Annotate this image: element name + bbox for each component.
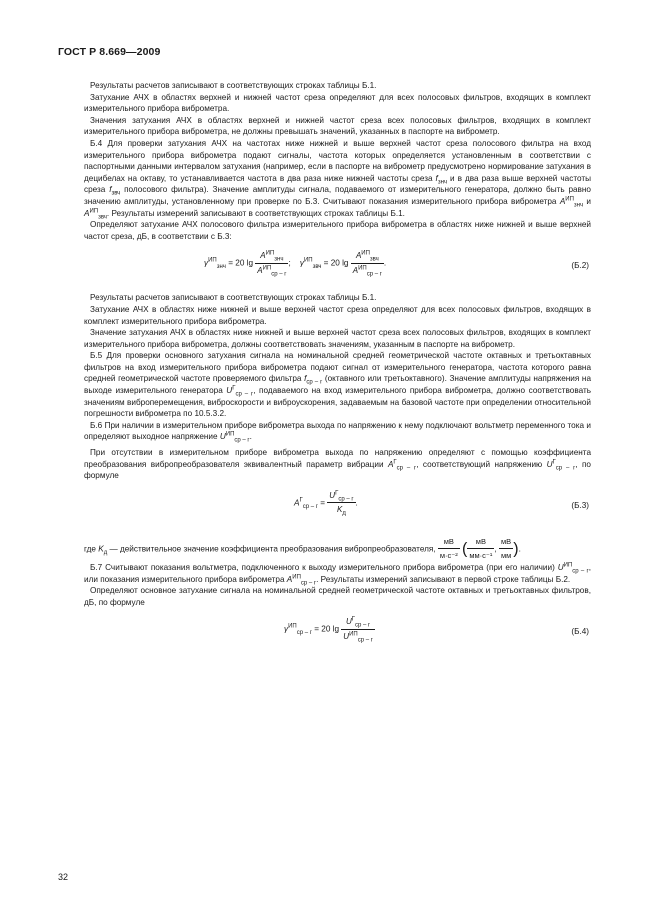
page-header: ГОСТ Р 8.669—2009 — [58, 46, 161, 58]
paragraph: Определяют основное затухание сигнала на номинальной средней геометрической частоте октавных и третьоктавных фильтров, дБ, по формуле — [84, 586, 591, 607]
equation-number: (Б.2) — [571, 261, 589, 271]
paragraph-b4: Б.4 Для проверки затухания АЧХ на частотах ниже нижней и выше верхней частот среза полосового фильтра на вход измерительного прибора виброметра подают сигналы, частота которых определяется установленным в соответствии с паспортными данными интервалом затухания (например, если в паспорте на виброметр предусмотрено нормирование затухания в децибелах на октаву, то устанавливается частота в два раза ниже нижней частоты среза $f_{знч}$ и в два раза выше верхней частоты среза $f_{звч}$ полосового фильтра). Значение амплитуды сигнала, подаваемого от измерительного генератора, должно быть равно значению амплитуды, установленному при проверке по Б.3. Считывают показания измерительного прибора виброметра $A^{ИП}_{знч}$ и $A^{ИП}_{звч}$. Результаты измерений записывают в соответствующих строках таблицы Б.1. — [84, 138, 591, 221]
paragraph: Результаты расчетов записывают в соответствующих строках таблицы Б.1. — [90, 81, 377, 90]
equation-number: (Б.3) — [571, 500, 589, 510]
formula-b3: $A^Г_{ср - г}$ = $\frac{U^Г_{ср - г}}{K_д}$ . (Б.3) — [294, 490, 589, 517]
paragraph: Затухание АЧХ в областях верхней и нижней частот среза определяют для всех полосовых фильтров, входящих в комплект измерительного прибора виброметра. — [84, 92, 591, 114]
paragraph-b7: Б.7 Считывают показания вольтметра, подключенного к выходу измерительного прибора виброметра (при его наличии) $U^{ИП}_{ср - г}$, или показания измерительного прибора виброметра $A^{ИП}_{ср - г}$. Результаты измерений записывают в первой строке таблицы Б.2. — [84, 562, 592, 587]
page-number: 32 — [58, 872, 69, 882]
formula-b4: $\gamma^{ИП}_{ср - г} = 20$ lg $\frac{U^Г_{ср - г}}{U^{ИП}_{ср - г}}$ (Б.4) — [284, 616, 589, 644]
body-text — [84, 80, 591, 662]
paragraph-b5: Б.5 Для проверки основного затухания сигнала на номинальной средней геометрической частоте октавных и третьоктавных фильтров на вход измерительного прибора виброметра подают сигнал от измерительного генератора, частота которого равна средней геометрической частоте проверяемого фильтра $f_{ср - г}$ (октавного или третьоктавного). Значение амплитуды напряжения на выходе измерительного генератора $U^Г_{ср - г}$, подаваемого на вход измерительного прибора виброметра, должно соответствовать значениям виброперемещения, виброскорости и виброускорения, задаваемым на базовой частоте при определении относительной погрешности виброметра по 10.5.3.2. — [84, 351, 591, 419]
paragraph-b6: Б.6 При наличии в измерительном приборе виброметра выхода по напряжению к нему подключают вольтметр переменного тока и определяют выходное напряжение $U^{ИП}_{ср - г}$. — [84, 420, 591, 445]
paragraph: Значения затухания АЧХ в областях верхней и нижней частот среза всех полосовых фильтров, входящих в комплект измерительного прибора виброметра, не должны превышать значений, указанных в паспорте на виброметр. — [84, 115, 591, 137]
paragraph: Затухание АЧХ в областях ниже нижней и выше верхней частот среза определяют для всех полосовых фильтров, входящих в комплект измерительного прибора виброметра. — [84, 304, 591, 326]
paragraph: Значение затухания АЧХ в областях ниже нижней и выше верхней частот среза всех полосовых фильтров, входящих в комплект измерительного прибора виброметра, должны соответствовать значениям, указанным в паспорте на виброметр. — [84, 328, 591, 349]
paragraph: Результаты расчетов записывают в соответствующих строках таблицы Б.1. — [90, 293, 377, 303]
paragraph: При отсутствии в измерительном приборе виброметра выхода по напряжению определяют с помощью коэффициента преобразования вибропреобразователя эквивалентный параметр вибрации $A^Г_{ср - г}$, соответствующий напряжению $U^Г_{ср - г}$, по формуле — [84, 448, 591, 481]
equation-number: (Б.4) — [571, 627, 589, 637]
paragraph: Определяют затухание АЧХ полосового фильтра измерительного прибора виброметра в областях ниже нижней и выше верхней частот среза, дБ, в соответствии с Б.3: — [84, 220, 591, 241]
paragraph-where: где $K_д$ — действительное значение коэффициента преобразования вибропреобразователя, $\frac{мВ}{\text{м·с⁻²}}$ ( $\frac{мВ}{\text{мм·с⁻¹}}$ , $\frac{мВ}{мм}$ ). — [84, 536, 521, 561]
formula-b2: $\gamma^{ИП}_{знч} = 20$ lg $\frac{A^{ИП}_{знч}}{A^{ИП}_{ср - г}}$ ; $\gamma^{ИП}_{звч} = 20$ lg $\frac{A^{ИП}_{звч}}{A^{ИП}_{ср - г}}$ . (Б.2) — [204, 250, 589, 278]
